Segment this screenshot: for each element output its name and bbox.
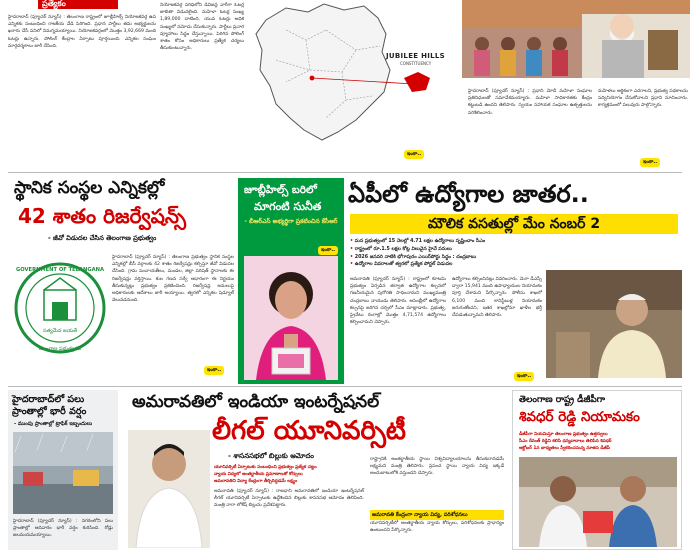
jubilee-line2: మాగంటి సునీత <box>254 200 322 213</box>
local-body-sub: - జీవో విడుదల చేసిన తెలంగాణ ప్రభుత్వం <box>48 234 157 242</box>
modi-photo <box>462 0 690 78</box>
rain-title: హైదరాబాద్‌లో పలు ప్రాంతాల్లో భారీ వర్షం <box>12 394 87 417</box>
top-mid-body: నియోజకవర్గ పరిధిలోని డివిజన్ల వారీగా ఓటర్ల జాబితా విడుదలైంది. మహిళా ఓటర్ల సంఖ్య 1,89,000 దాటింది. యువ ఓటర్లు అధిక సంఖ్యలో నమోదు చేసుకున్నారు. పార్టీలు ప్రచార వ్యూహాలు సిద్ధం చేస్తున్నాయి. పెరిగిన పోలింగ్ శాతం కోసం అధికారులు ప్రత్యేక చర్యలు తీసుకుంటున్నారు. <box>160 3 244 52</box>
top-left-body: హైదరాబాద్ (ఫ్యూచర్ న్యూస్) : తెలంగాణ రాష్ట్రంలో జూబ్లీహిల్స్ నియోజకవర్గ ఉప ఎన్నికకు సంబంధించి రాజకీయ వేడి పెరిగింది. ప్రధాన పార్టీలు తమ అభ్యర్థులను ఖరారు చేసే పనిలో నిమగ్నమయ్యాయి. నియోజకవర్గంలో మొత్తం 3,92,669 మంది ఓటర్లు ఉన్నారు. పోలింగ్ కేంద్రాల ఏర్పాటు పూర్తయింది. ఎన్నికల సంఘం మార్గదర్శకాలు జారీ చేసింది. <box>8 15 156 49</box>
jubilee-line1: జూబ్లీహిల్స్ బరిలో <box>244 184 317 196</box>
dgp-bullets <box>519 431 677 452</box>
ap-jobs-bullet: • మన ప్రభుత్వంలో 15 నెలల్లో 4.71 లక్షల ఉద్యోగాలు సృష్టించాం సీఎం <box>350 238 570 246</box>
svg-text:సత్యమేవ జయతే: సత్యమేవ జయతే <box>42 328 78 334</box>
map-label: JUBILEE HILLS <box>386 52 446 60</box>
top-right-more-button[interactable]: ఇంకా.. <box>640 158 660 167</box>
top-mid-article <box>160 0 244 160</box>
top-left-article <box>8 0 156 160</box>
ap-jobs-body-right: ఉద్యోగాలు కల్పించినట్లు వివరించారు. మెగా డీఎస్సీ ద్వారా 15,941 మంది ఉపాధ్యాయుల నియామకం పూర్తి చేశామని పేర్కొన్నారు. పోలీసు శాఖలో 6,100 మంది కానిస్టేబుళ్ల నియామకం జరుగుతోందని, ఇతర శాఖల్లోనూ ఖాళీల భర్తీ చేపడుతున్నామని తెలిపారు. <box>452 277 542 319</box>
rain-body: హైదరాబాద్ (ఫ్యూచర్ న్యూస్) : నగరంలోని పలు ప్రాంతాల్లో ఆదివారం భారీ వర్షం కురిసింది. రోడ్లు జలమయమయ్యాయి. <box>13 519 113 539</box>
dgp-bullet: సీఎం రేవంత్ రెడ్డిని కలిసి ధన్యవాదాలు తెలిపిన శివధర్ <box>519 439 612 444</box>
rain-sub: - ముంపు ప్రాంతాల్లో ట్రాఫిక్ ఇబ్బందులు <box>14 421 93 427</box>
divider-bottom <box>8 386 682 387</box>
top-map-more-button[interactable]: ఇంకా.. <box>404 150 424 159</box>
ap-jobs-banner: మౌలిక వసతుల్లో మేం నంబర్ 2 <box>350 214 678 234</box>
local-body-text: హైదరాబాద్ (ఫ్యూచర్ న్యూస్) : తెలంగాణ ప్రభుత్వం స్థానిక సంస్థల ఎన్నికల్లో బీసీ వర్గాలకు 42 శాతం రిజర్వేషన్లు కల్పిస్తూ జీవో విడుదల చేసింది. గ్రామ పంచాయతీలు, మండల, జిల్లా పరిషత్ స్థానాలకు ఈ రిజర్వేషన్లు వర్తిస్తాయి. కుల గణన సర్వే ఆధారంగా ఈ నిర్ణయం తీసుకున్నట్లు ప్రభుత్వం ప్రకటించింది. రిజర్వేషన్ల అమలుపై అధికారులకు ఆదేశాలు జారీ అయ్యాయి. త్వరలో ఎన్నికల షెడ్యూల్ వెలువడనుంది. <box>112 255 234 304</box>
chandrababu-photo <box>546 270 682 378</box>
ap-jobs-article <box>346 178 682 384</box>
dgp-bullet: డీజీపీగా నియమిస్తూ తెలంగాణ ప్రభుత్వం ఉత్తర్వులు <box>519 432 608 437</box>
seal-text: GOVERNMENT OF TELANGANA <box>16 267 104 273</box>
legal-univ-line1: అమరావతిలో ఇండియా ఇంటర్నేషనల్ <box>132 392 380 412</box>
jubilee-sub: - బీఆర్ఎస్ అభ్యర్థిగా ప్రకటించిన కేసీఆర్ <box>244 218 338 225</box>
ap-jobs-bullet: • ఉద్యోగాల వివరాలతో త్వరలో ప్రత్యేక పోర్టల్ విడుదల <box>350 261 570 269</box>
ap-jobs-bullets <box>350 238 570 269</box>
legal-univ-article <box>122 390 508 550</box>
legal-univ-point: అమరావతిని విద్యా కేంద్రంగా తీర్చిదిద్దడమే లక్ష్యం <box>214 479 298 484</box>
local-body-article <box>8 176 236 384</box>
legal-univ-line2: లీగల్ యూనివర్సిటీ <box>212 416 406 446</box>
telangana-seal-icon <box>14 262 106 354</box>
local-body-title: స్థానిక సంస్థల ఎన్నికల్లో <box>14 178 165 198</box>
dgp-bullet: అక్టోబర్ 1న బాధ్యతలు స్వీకరించనున్న నూతన డీజీపీ <box>519 446 610 451</box>
local-body-percent: 42 శాతం రిజర్వేషన్స్ <box>18 204 187 228</box>
jubilee-more-button[interactable]: ఇంకా.. <box>318 246 338 255</box>
ap-jobs-title: ఏపీలో ఉద్యోగాల జాతర.. <box>348 180 589 208</box>
dgp-article <box>512 390 682 550</box>
legal-univ-sub: - శాసనసభలో బిల్లుకు ఆమోదం <box>228 452 314 460</box>
legal-univ-points <box>214 464 364 485</box>
jubilee-candidate-box <box>238 178 344 384</box>
lokesh-photo <box>128 430 210 548</box>
telangana-map <box>246 0 458 148</box>
dgp-top: తెలంగాణ రాష్ట్ర డీజీపీగా <box>519 395 606 405</box>
ap-jobs-more-button[interactable]: ఇంకా.. <box>514 372 534 381</box>
ap-jobs-bullet: • 2026 జనవరి నాటికి భోగాపురం ఎయిర్‌పోర్టు సిద్ధం : చంద్రబాబు <box>350 254 570 262</box>
ap-jobs-body-left: అమరావతి (ఫ్యూచర్ న్యూస్) : రాష్ట్రంలో కూటమి ప్రభుత్వం ఏర్పడిన తర్వాత ఉద్యోగాల కల్పనలో గణనీయమైన పురోగతి సాధించామని ముఖ్యమంత్రి చంద్రబాబు నాయుడు తెలిపారు. అసెంబ్లీలో ఉద్యోగాల కల్పనపై జరిగిన చర్చలో సీఎం మాట్లాడారు. ప్రభుత్వ, ప్రైవేటు రంగాల్లో మొత్తం 4,71,574 ఉద్యోగాలు కల్పించామని చెప్పారు. <box>350 277 446 326</box>
legal-univ-point: యూనివర్సిటీ ఏర్పాటుకు సంబంధించి ప్రభుత్వం ప్రత్యేక చట్టం <box>214 465 317 470</box>
telangana-map-graphic <box>246 0 458 148</box>
legal-univ-highlight: అమరావతి కేంద్రంగా న్యాయ విద్య, పరిశోధనలు <box>370 510 504 520</box>
legal-univ-point: న్యాయ విద్యలో అంతర్జాతీయ ప్రమాణాలతో కోర్సులు <box>214 472 303 477</box>
dgp-name: శివధర్ రెడ్డి నియామకం <box>519 409 640 425</box>
seal-sub: తెలంగాణ ప్రభుత్వము <box>38 346 82 352</box>
divider-mid <box>8 172 682 173</box>
map-marker-icon <box>310 76 315 81</box>
legal-univ-body-left: అమరావతి (ఫ్యూచర్ న్యూస్) : రాజధాని అమరావతిలో ఇండియా ఇంటర్నేషనల్ లీగల్ యూనివర్సిటీ ఏర్పాటుకు ఉద్దేశించిన బిల్లుకు శాసనసభ ఆమోదం తెలిపింది. మంత్రి నారా లోకేష్ బిల్లును ప్రవేశపెట్టారు. <box>214 489 364 509</box>
top-left-cap: ప్రత్యేకం <box>38 0 118 9</box>
top-right-caption-text: హైదరాబాద్ (ఫ్యూచర్ న్యూస్) : ప్రధాని మోదీ మహిళా సంఘాల ప్రతినిధులతో సమావేశమయ్యారు. మహిళా సాధికారతకు కేంద్రం కట్టుబడి ఉందని తెలిపారు. స్వయం సహాయక సంఘాల ఉత్పత్తులను పరిశీలించారు. <box>468 89 592 116</box>
top-far-caption-text: మహిళలు ఆర్థికంగా ఎదగాలని, ప్రభుత్వ పథకాలను సద్వినియోగం చేసుకోవాలని ప్రధాని సూచించారు. కార్యక్రమంలో పలువురు పాల్గొన్నారు. <box>598 89 688 109</box>
rain-article <box>8 390 118 550</box>
sunitha-photo <box>244 256 338 380</box>
legal-univ-body-right2: యూనివర్సిటీలో అంతర్జాతీయ న్యాయ కోర్సులు, పరిశోధనలకు ప్రాధాన్యం ఉంటుందని పేర్కొన్నారు. <box>370 521 504 534</box>
dgp-photo <box>519 457 677 547</box>
top-right-caption <box>468 88 592 158</box>
local-body-more-button[interactable]: ఇంకా.. <box>204 366 224 375</box>
ap-jobs-bullet: • రాష్ట్రంలో రూ.1.5 లక్షల కోట్ల విలువైన హైవే పనులు <box>350 246 570 254</box>
rain-photo <box>13 432 113 514</box>
map-sublabel: CONSTITUENCY <box>400 61 432 66</box>
legal-univ-body-right: రాష్ట్రానికి అంతర్జాతీయ స్థాయి విశ్వవిద్యాలయాలను తీసుకురావడమే లక్ష్యమని మంత్రి తెలిపారు. ప్రపంచ స్థాయి న్యాయ విద్య ఇక్కడే అందుబాటులోకి వస్తుందని చెప్పారు. <box>370 457 504 477</box>
modi-event-photo <box>462 0 690 78</box>
top-far-caption <box>598 88 688 158</box>
